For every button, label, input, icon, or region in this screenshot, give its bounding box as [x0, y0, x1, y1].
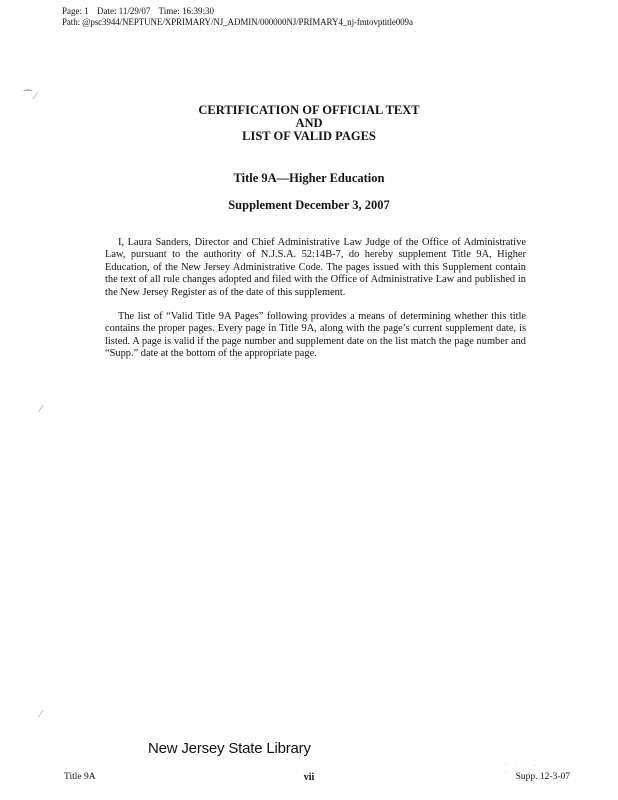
- header-path: Path: @psc3944/NEPTUNE/XPRIMARY/NJ_ADMIN/000000NJ/PRIMARY4_nj-fmtovptitle009a: [62, 17, 413, 27]
- print-header-line: [62, 6, 602, 17]
- supplement-date: Supplement December 3, 2007: [228, 198, 390, 212]
- scan-mark: ⁄: [40, 404, 42, 415]
- library-stamp: New Jersey State Library: [148, 740, 311, 757]
- footer-title: Title 9A: [64, 772, 96, 782]
- valid-pages-paragraph: The list of “Valid Title 9A Pages” following provides a means of determining whether this title contains the proper pages. Every page in Title 9A, along with the page’s current supplement date, is listed. A page is valid if the page number and supplement date on the list match the page number and “Supp.” date at the bottom of the appropriate page.: [105, 311, 526, 360]
- header-time: Time: 16:39:30: [158, 6, 214, 16]
- heading-line-1: CERTIFICATION OF OFFICIAL TEXT: [198, 103, 420, 117]
- heading-line-3: LIST OF VALID PAGES: [242, 129, 376, 143]
- scan-mark: ⁀ ⁄: [24, 91, 37, 102]
- certification-heading: [0, 104, 618, 143]
- scan-mark: ⁄: [40, 709, 42, 720]
- title-subtitle: Title 9A—Higher Education: [233, 171, 385, 185]
- footer-page-number: vii: [303, 772, 315, 783]
- heading-line-2: AND: [295, 116, 323, 130]
- header-page: Page: 1: [62, 6, 89, 16]
- header-date: Date: 11/29/07: [97, 6, 151, 16]
- print-header: [62, 6, 602, 28]
- certification-paragraph: I, Laura Sanders, Director and Chief Administrative Law Judge of the Office of Administrative Law, pursuant to the authority of N.J.S.A. 52:14B-7, do hereby supplement Title 9A, Higher Education, of the New Jersey Administrative Code. The pages issued with this Supplement contain the text of all rule changes adopted and filed with the Office of Administrative Law and published in the New Jersey Register as of the date of this supplement.: [105, 237, 526, 298]
- footer-supplement: Supp. 12-3-07: [515, 772, 570, 782]
- scan-specks: · ˙ · . . ·: [505, 762, 538, 774]
